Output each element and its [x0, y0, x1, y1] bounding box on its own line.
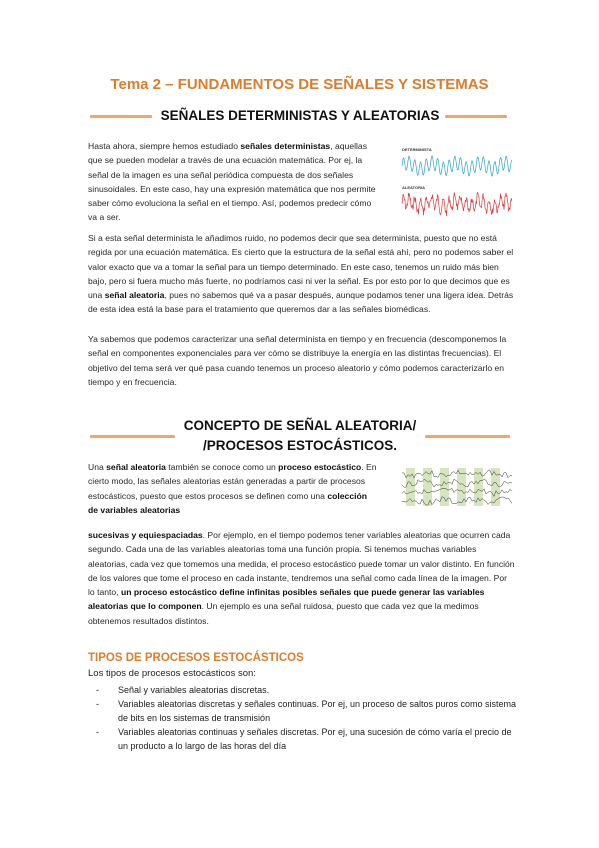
bold-term: sucesivas y equiespaciadas: [88, 530, 203, 540]
paragraph-intro: [88, 139, 376, 225]
title-rule-left: [90, 115, 152, 118]
bold-term: un proceso estocástico define infinitas posibles señales que puede generar las variables aleatorias que lo componen: [88, 587, 485, 612]
paragraph-ruido: [88, 231, 516, 317]
section-title-concepto: [160, 416, 440, 456]
list-item: - Variables aleatorias discretas y señales continuas. Por ej, un proceso de saltos puros como sistema de bits en los sistemas de transmisión: [88, 697, 518, 725]
bold-term: señal aleatoria: [106, 462, 166, 472]
bold-term: proceso estocástico: [278, 462, 362, 472]
list-item: - Variables aleatorias continuas y señales discretas. Por ej, una sucesión de cómo varía el precio de un producto a lo largo de las horas del día: [88, 725, 518, 753]
bold-term: colección de variables aleatorias: [88, 490, 367, 515]
text-run: Una: [88, 462, 107, 472]
text-run: Hasta ahora, siempre hemos estudiado: [88, 141, 241, 151]
bold-term: señal aleatoria: [104, 290, 165, 301]
section-title-tipos: TIPOS DE PROCESOS ESTOCÁSTICOS: [88, 652, 304, 664]
label-aleatoria: ALEATORIA: [402, 185, 425, 190]
paragraph-equiespaciadas: [88, 528, 516, 628]
text-run: . En cierto modo, las señales aleatorias están generadas a partir de procesos estocásticos, puesto que estos procesos se definen como una: [88, 462, 377, 501]
random-signal-line: [402, 193, 512, 217]
section-title-deterministas: SEÑALES DETERMINISTAS Y ALEATORIAS: [160, 108, 440, 123]
stochastic-process-figure: [398, 462, 520, 510]
paragraph-caracterizar: [88, 332, 516, 389]
title-rule-right-2: [425, 435, 510, 438]
title-rule-right: [445, 115, 507, 118]
paragraph-senal-aleatoria: [88, 460, 378, 517]
text-run: . Por ejemplo, en el tiempo podemos tener variables aleatorias que ocurren cada segundo. Cada una de las variables aleatorias toma una función propia. Si tenemos muchas variables aleatorias, cada vez que tomemos una medida, el proceso estocástico puede tomar un valor distinto. En función de los valores que tome el proceso en cada instante, tendremos una señal como cada línea de la imagen. Por lo tanto,: [88, 530, 515, 598]
text-run: Ya sabemos que podemos caracterizar una señal determinista en tiempo y en frecuencia (descomponemos la señal en componentes exponenciales para ver cómo se distribuye la energía en las distintas frecuencias). El objetivo del tema será ver qué pasa cuando tenemos un proceso aleatorio y cómo podemos caracterizarlo en tiempo y en frecuencia.: [88, 334, 507, 387]
page-title: Tema 2 – FUNDAMENTOS DE SEÑALES Y SISTEMAS: [110, 76, 489, 93]
section-title-line2: /PROCESOS ESTOCÁSTICOS.: [202, 438, 398, 453]
tipos-list: [88, 683, 518, 753]
section-title-line1: CONCEPTO DE SEÑAL ALEATORIA/: [183, 418, 417, 433]
text-run: . Un ejemplo es una señal ruidosa, puesto que cada vez que la medimos obtenemos resultados distintos.: [88, 601, 479, 626]
text-run: , aquellas que se pueden modelar a través de una ecuación matemática. Por ej, la señal de la imagen es una señal periódica compuesta de dos señales sinusoidales. En este caso, hay una expresión matemática que nos permite saber cómo evoluciona la señal en el tiempo. Así, podemos predecir cómo va a ser.: [88, 141, 376, 223]
sample-band: [406, 468, 415, 506]
text-run: Si a esta señal determinista le añadimos ruido, no podemos decir que sea determinista, puesto que no está regida por una ecuación matemática. Es cierto que la estructura de la señal está ahí, pero no podemos saber el valor exacto que va a tomar la señal para un tiempo determinado. En este caso, tenemos un ruido más bien bajo, pero si fuera mucho más fuerte, no podríamos casi ni ver la señal. Es por esto por lo que decimos que es una: [88, 233, 514, 301]
tipos-intro: Los tipos de procesos estocásticos son:: [88, 668, 256, 679]
text-run: , pues no sabemos qué va a pasar después, aunque podamos tener una ligera idea. Detrás de esta idea está la base para el tratamiento que queremos dar a las señales biomédicas.: [88, 290, 514, 315]
label-determinista: DETERMINISTA: [402, 147, 432, 152]
list-item: - Señal y variables aleatorias discretas.: [88, 683, 518, 697]
bold-term: señales deterministas: [240, 141, 331, 151]
deterministic-signal-line: [402, 156, 512, 176]
text-run: también se conoce como un: [165, 462, 279, 472]
deterministic-random-signal-figure: [400, 142, 512, 222]
